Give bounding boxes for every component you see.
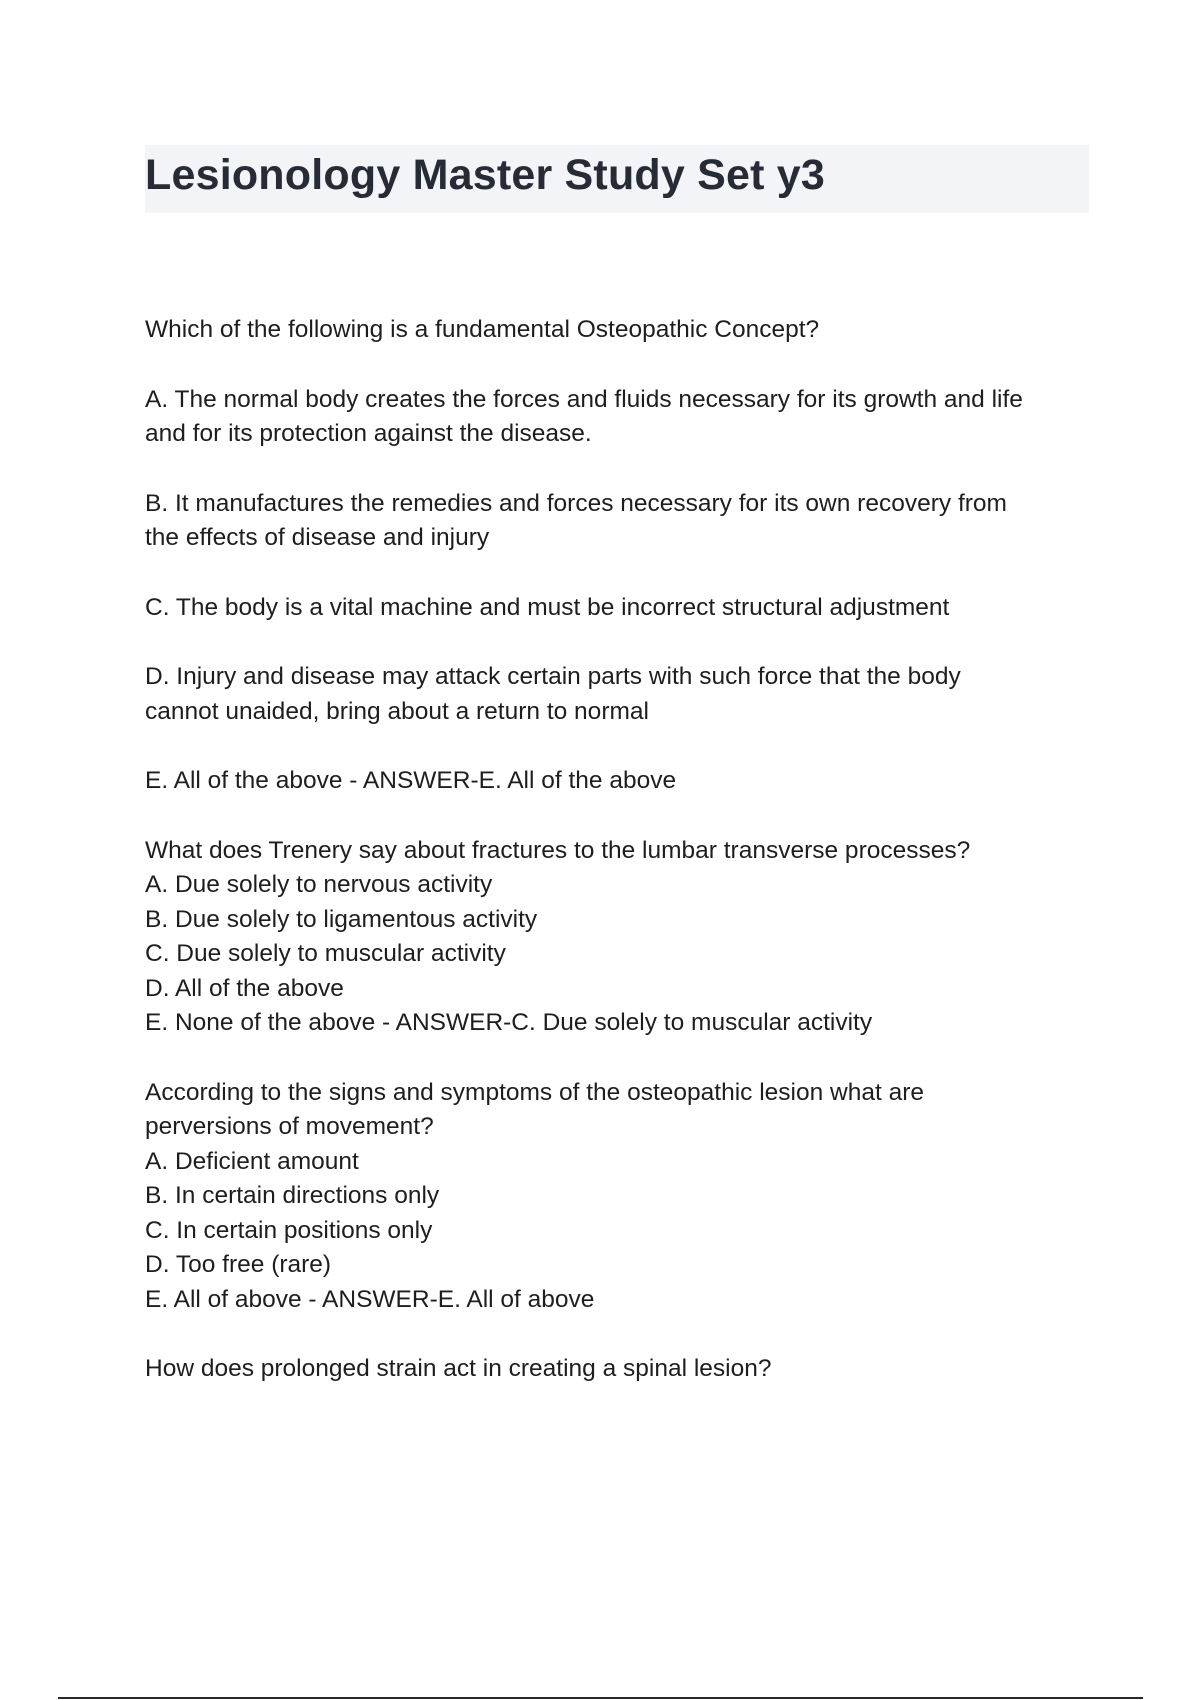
answer-option: C. The body is a vital machine and must be incorrect structural adjustment (145, 593, 950, 621)
answer-option-with-answer: E. All of the above - ANSWER-E. All of the above (145, 767, 677, 794)
answer-option: A. Due solely to nervous activity (145, 871, 493, 898)
question-with-options (145, 1076, 1089, 1318)
question-prompt: According to the signs and symptoms of the osteopathic lesion what are (145, 1078, 924, 1106)
question-block (145, 834, 1089, 1041)
answer-option: C. In certain positions only (145, 1216, 433, 1244)
question-block (145, 313, 1089, 799)
question-prompt: How does prolonged strain act in creating a spinal lesion? (145, 1355, 772, 1382)
question-block (145, 1352, 1089, 1387)
answer-option: B. Due solely to ligamentous activity (145, 905, 538, 933)
answer-option: D. Injury and disease may attack certain parts with such force that the body cannot unaided, bring about a return to normal (145, 663, 961, 725)
answer-option-with-answer: E. All of above - ANSWER-E. All of above (145, 1285, 595, 1313)
title-banner (145, 145, 1089, 213)
answer-option: B. In certain directions only (145, 1182, 440, 1209)
footer-divider (58, 1697, 1143, 1699)
question-prompt: perversions of movement? (145, 1113, 434, 1140)
answer-option: B. It manufactures the remedies and forces necessary for its own recovery from the effects of disease and injury (145, 489, 1007, 551)
question-block (145, 1076, 1089, 1318)
answer-option: D. All of the above (145, 974, 344, 1002)
document-title: Lesionology Master Study Set y3 (145, 151, 826, 199)
answer-option: A. The normal body creates the forces and fluids necessary for its growth and life and for its protection against the disease. (145, 385, 1023, 447)
answer-option: C. Due solely to muscular activity (145, 940, 506, 967)
answer-option: D. Too free (rare) (145, 1251, 332, 1278)
question-prompt: What does Trenery say about fractures to the lumbar transverse processes? (145, 836, 971, 864)
question-list (145, 313, 1089, 1422)
question-with-options (145, 834, 1089, 1041)
answer-option: A. Deficient amount (145, 1147, 359, 1175)
question-prompt: Which of the following is a fundamental Osteopathic Concept? (145, 316, 820, 343)
answer-option-with-answer: E. None of the above - ANSWER-C. Due solely to muscular activity (145, 1009, 873, 1036)
